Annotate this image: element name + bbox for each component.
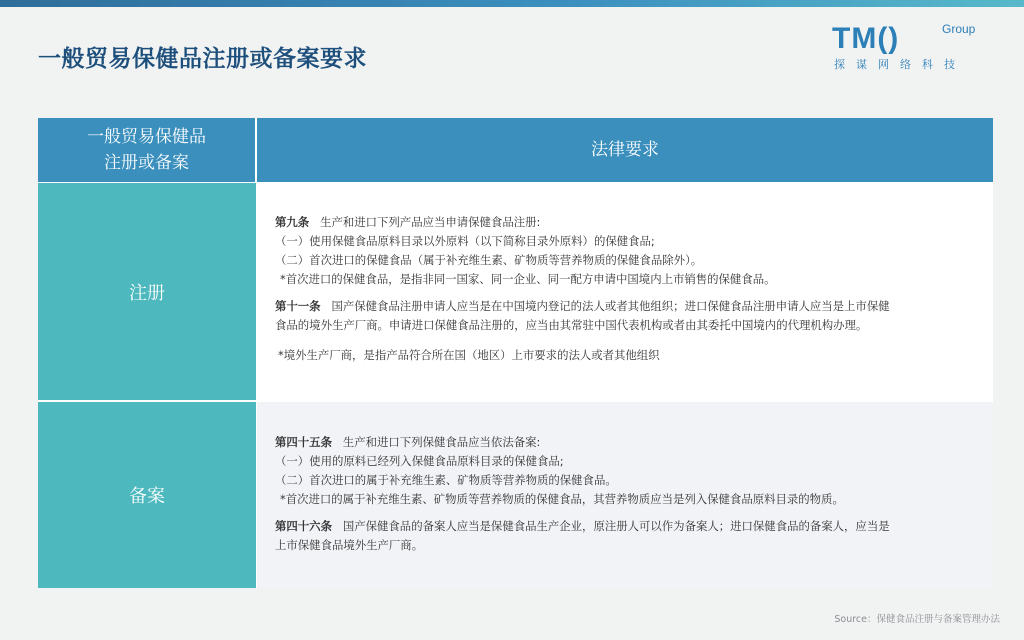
overseas-manufacturer-note: *境外生产厂商，是指产品符合所在国（地区）上市要求的法人或者其他组织 — [278, 348, 660, 362]
article-46-line1 — [275, 517, 975, 536]
article-11-line2: 食品的境外生产厂商。申请进口保健食品注册的，应当由其常驻中国代表机构或者由其委托中国境内的代理机构办理。 — [275, 318, 868, 332]
article-45-item-2: （二）首次进口的属于补充维生素、矿物质等营养物质的保健食品。 — [275, 473, 617, 487]
article-45-lead — [275, 433, 975, 452]
article-45-lead-text: 生产和进口下列保健食品应当依法备案: — [342, 435, 541, 449]
registration-requirements — [257, 183, 993, 401]
company-logo — [832, 20, 992, 72]
category-filing: 备案 — [38, 402, 256, 588]
article-9-lead-text: 生产和进口下列产品应当申请保健食品注册: — [320, 215, 541, 229]
article-45-title: 第四十五条 — [275, 435, 332, 449]
article-9-item-1: （一）使用保健食品原料目录以外原料（以下简称目录外原料）的保健食品; — [275, 234, 655, 248]
article-45-note: *首次进口的属于补充维生素、矿物质等营养物质的保健食品，其营养物质应当是列入保健食品原料目录的物质。 — [280, 492, 844, 506]
article-9-title: 第九条 — [275, 215, 310, 229]
category-registration: 注册 — [38, 183, 256, 401]
article-11-line1 — [275, 297, 975, 316]
logo-group-text: Group — [942, 22, 976, 36]
filing-requirements — [257, 402, 993, 588]
logo-subtitle: 探谋网络科技 — [834, 58, 966, 71]
top-accent-bar — [0, 0, 1024, 7]
article-9-note: *首次进口的保健食品，是指非同一国家、同一企业、同一配方申请中国境内上市销售的保健食品。 — [280, 272, 776, 286]
article-9-lead — [275, 213, 975, 232]
source-citation: Source：保健食品注册与备案管理办法 — [834, 614, 1000, 625]
article-46-line2: 上市保健食品境外生产厂商。 — [275, 538, 424, 552]
page-title: 一般贸易保健品注册或备案要求 — [38, 46, 367, 72]
article-45-item-1: （一）使用的原料已经列入保健食品原料目录的保健食品; — [275, 454, 564, 468]
article-11-text-1: 国产保健食品注册申请人应当是在中国境内登记的法人或者其他组织；进口保健食品注册申请人应当是上市保健 — [331, 299, 890, 313]
requirements-table — [38, 118, 993, 588]
article-11-title: 第十一条 — [275, 299, 321, 313]
header-left-line2: 注册或备案 — [104, 153, 189, 173]
table-header-legal: 法律要求 — [257, 118, 993, 182]
table-header-category — [38, 118, 256, 182]
logo-mark: TM() — [832, 22, 900, 55]
article-9-item-2: （二）首次进口的保健食品（属于补充维生素、矿物质等营养物质的保健食品除外）。 — [275, 253, 703, 267]
header-left-line1: 一般贸易保健品 — [87, 127, 206, 147]
article-46-title: 第四十六条 — [275, 519, 332, 533]
article-46-text-1: 国产保健食品的备案人应当是保健食品生产企业，原注册人可以作为备案人；进口保健食品的备案人，应当是 — [342, 519, 890, 533]
